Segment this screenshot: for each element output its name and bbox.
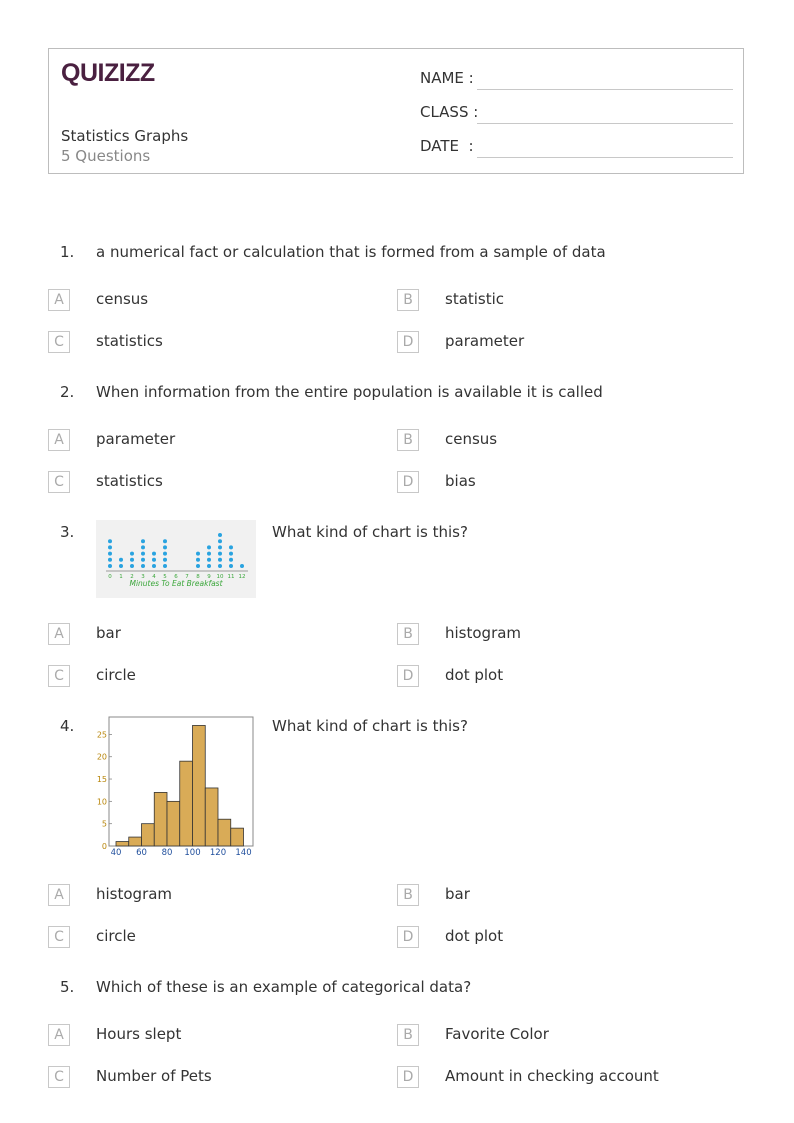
dot-plot-dot bbox=[163, 545, 167, 549]
dot-plot-tick-label: 9 bbox=[207, 574, 211, 580]
option-text: Number of Pets bbox=[96, 1067, 212, 1085]
dot-plot-dot bbox=[108, 558, 112, 562]
dot-plot-dot bbox=[152, 558, 156, 562]
dot-plot-tick-label: 10 bbox=[216, 574, 224, 580]
histogram-x-tick-label: 80 bbox=[161, 848, 173, 858]
dot-plot-dot bbox=[163, 558, 167, 562]
option-text: circle bbox=[96, 927, 136, 945]
dot-plot-dot bbox=[119, 558, 123, 562]
dot-plot-tick-label: 8 bbox=[196, 574, 200, 580]
dot-plot-dot bbox=[141, 545, 145, 549]
question-text: What kind of chart is this? bbox=[272, 717, 468, 735]
option-letter: A bbox=[48, 1024, 70, 1046]
dot-plot-dot bbox=[229, 545, 233, 549]
histogram-bar bbox=[116, 842, 129, 846]
dot-plot-dot bbox=[218, 552, 222, 556]
dot-plot-tick-label: 12 bbox=[238, 574, 246, 580]
dot-plot-image bbox=[96, 520, 256, 598]
option-text: parameter bbox=[445, 332, 525, 350]
dot-plot-dot bbox=[207, 545, 211, 549]
histogram-x-tick-label: 140 bbox=[235, 848, 252, 858]
option-letter: B bbox=[397, 884, 419, 906]
dot-plot-dot bbox=[207, 558, 211, 562]
option-letter: A bbox=[48, 289, 70, 311]
histogram-x-tick-label: 120 bbox=[209, 848, 227, 858]
dot-plot-dot bbox=[108, 564, 112, 568]
dot-plot-dot bbox=[240, 564, 244, 568]
option-letter: B bbox=[397, 289, 419, 311]
option-letter: A bbox=[48, 623, 70, 645]
option-letter: C bbox=[48, 1066, 70, 1088]
histogram-x-ticks bbox=[111, 848, 252, 858]
option-letter: A bbox=[48, 884, 70, 906]
dot-plot-dot bbox=[130, 558, 134, 562]
name-label: NAME : bbox=[420, 69, 474, 87]
option-letter: D bbox=[397, 471, 419, 493]
dot-plot-dot bbox=[163, 552, 167, 556]
option-letter: D bbox=[397, 665, 419, 687]
dot-plot-dot bbox=[218, 545, 222, 549]
question-text: What kind of chart is this? bbox=[272, 523, 468, 541]
option-text: bias bbox=[445, 472, 476, 490]
name-line[interactable] bbox=[477, 89, 733, 90]
dot-plot-dot bbox=[130, 564, 134, 568]
dot-plot-dot bbox=[152, 564, 156, 568]
histogram-bar bbox=[142, 824, 155, 846]
histogram-image bbox=[96, 714, 258, 860]
dot-plot-dot bbox=[229, 558, 233, 562]
dot-plot-dot bbox=[229, 552, 233, 556]
option-text: dot plot bbox=[445, 666, 504, 684]
class-line[interactable] bbox=[477, 123, 733, 124]
dot-plot-tick-label: 6 bbox=[174, 574, 178, 580]
dot-plot-dot bbox=[163, 564, 167, 568]
date-line[interactable] bbox=[477, 157, 733, 158]
dot-plot-dot bbox=[141, 539, 145, 543]
option-text: circle bbox=[96, 666, 136, 684]
question-count: 5 Questions bbox=[61, 147, 151, 165]
histogram-bar bbox=[205, 788, 218, 846]
option-letter: D bbox=[397, 331, 419, 353]
histogram-bar bbox=[167, 801, 180, 846]
option-letter: C bbox=[48, 331, 70, 353]
dot-plot-dot bbox=[152, 552, 156, 556]
dot-plot-dot bbox=[119, 564, 123, 568]
option-text: Favorite Color bbox=[445, 1025, 549, 1043]
option-letter: B bbox=[397, 1024, 419, 1046]
worksheet-header bbox=[48, 48, 744, 174]
dot-plot-tick-label: 7 bbox=[185, 574, 189, 580]
histogram-y-tick-label: 25 bbox=[96, 730, 107, 740]
question-number: 3. bbox=[60, 523, 75, 541]
histogram-y-tick-label: 20 bbox=[96, 752, 107, 762]
option-text: statistics bbox=[96, 332, 163, 350]
quizizz-logo bbox=[61, 59, 155, 87]
class-label: CLASS : bbox=[420, 103, 479, 121]
option-text: bar bbox=[96, 624, 121, 642]
histogram-x-tick-label: 60 bbox=[136, 848, 147, 858]
histogram-bar bbox=[154, 792, 167, 846]
date-field bbox=[420, 137, 733, 159]
option-text: statistic bbox=[445, 290, 505, 308]
option-text: dot plot bbox=[445, 927, 504, 945]
option-letter: C bbox=[48, 665, 70, 687]
dot-plot-dot bbox=[196, 558, 200, 562]
option-letter: C bbox=[48, 471, 70, 493]
dot-plot-dot bbox=[218, 558, 222, 562]
dot-plot-dot bbox=[141, 564, 145, 568]
histogram-y-tick-label: 10 bbox=[96, 797, 107, 807]
dot-plot-dot bbox=[229, 564, 233, 568]
worksheet-title: Statistics Graphs bbox=[61, 127, 189, 145]
question-number: 4. bbox=[60, 717, 75, 735]
dot-plot-dot bbox=[130, 552, 134, 556]
question-number: 2. bbox=[60, 383, 75, 401]
dot-plot-dot bbox=[218, 564, 222, 568]
option-text: census bbox=[96, 290, 149, 308]
dot-plot-dot bbox=[196, 552, 200, 556]
dot-plot-dot bbox=[141, 558, 145, 562]
date-label: DATE : bbox=[420, 137, 474, 155]
histogram-y-tick-label: 15 bbox=[96, 775, 107, 785]
histogram-bar bbox=[193, 725, 206, 846]
option-text: parameter bbox=[96, 430, 176, 448]
histogram-bar bbox=[180, 761, 193, 846]
option-text: census bbox=[445, 430, 498, 448]
logo-text: QUIZIZZ bbox=[61, 58, 155, 87]
dot-plot-tick-label: 4 bbox=[152, 574, 156, 580]
option-text: histogram bbox=[445, 624, 522, 642]
question-number: 1. bbox=[60, 243, 75, 261]
question-text: Which of these is an example of categorical data? bbox=[96, 978, 472, 996]
dot-plot-xlabel: Minutes To Eat Breakfast bbox=[129, 579, 223, 588]
option-letter: D bbox=[397, 1066, 419, 1088]
option-letter: C bbox=[48, 926, 70, 948]
histogram-y-tick-label: 5 bbox=[101, 819, 107, 829]
option-text: Amount in checking account bbox=[445, 1067, 659, 1085]
dot-plot-tick-label: 2 bbox=[130, 574, 134, 580]
dot-plot-dot bbox=[141, 552, 145, 556]
dot-plot-dot bbox=[108, 539, 112, 543]
histogram-x-tick-label: 40 bbox=[110, 848, 122, 858]
dot-plot-tick-label: 5 bbox=[163, 574, 167, 580]
dot-plot-dot bbox=[207, 552, 211, 556]
histogram-bar bbox=[218, 819, 231, 846]
option-text: bar bbox=[445, 885, 470, 903]
dot-plot-tick-label: 0 bbox=[108, 574, 112, 580]
histogram-y-tick-label: 0 bbox=[101, 842, 107, 851]
option-letter: B bbox=[397, 623, 419, 645]
option-text: Hours slept bbox=[96, 1025, 182, 1043]
option-letter: D bbox=[397, 926, 419, 948]
histogram-bar bbox=[129, 837, 142, 846]
dot-plot-tick-label: 3 bbox=[141, 574, 145, 580]
question-number: 5. bbox=[60, 978, 75, 996]
dot-plot-dot bbox=[207, 564, 211, 568]
question-text: a numerical fact or calculation that is formed from a sample of data bbox=[96, 243, 606, 261]
histogram-bar bbox=[231, 828, 244, 846]
option-text: statistics bbox=[96, 472, 163, 490]
dot-plot-dot bbox=[218, 533, 222, 537]
dot-plot-tick-label: 11 bbox=[227, 574, 235, 580]
dot-plot-dot bbox=[163, 539, 167, 543]
option-text: histogram bbox=[96, 885, 173, 903]
dot-plot-dot bbox=[108, 552, 112, 556]
class-field bbox=[420, 103, 733, 125]
dot-plot-dot bbox=[108, 545, 112, 549]
dot-plot-dot bbox=[218, 539, 222, 543]
option-letter: B bbox=[397, 429, 419, 451]
question-text: When information from the entire population is available it is called bbox=[96, 383, 603, 401]
option-letter: A bbox=[48, 429, 70, 451]
histogram-x-tick-label: 100 bbox=[184, 848, 201, 858]
name-field bbox=[420, 69, 733, 91]
dot-plot-tick-label: 1 bbox=[119, 574, 123, 580]
dot-plot-dot bbox=[196, 564, 200, 568]
